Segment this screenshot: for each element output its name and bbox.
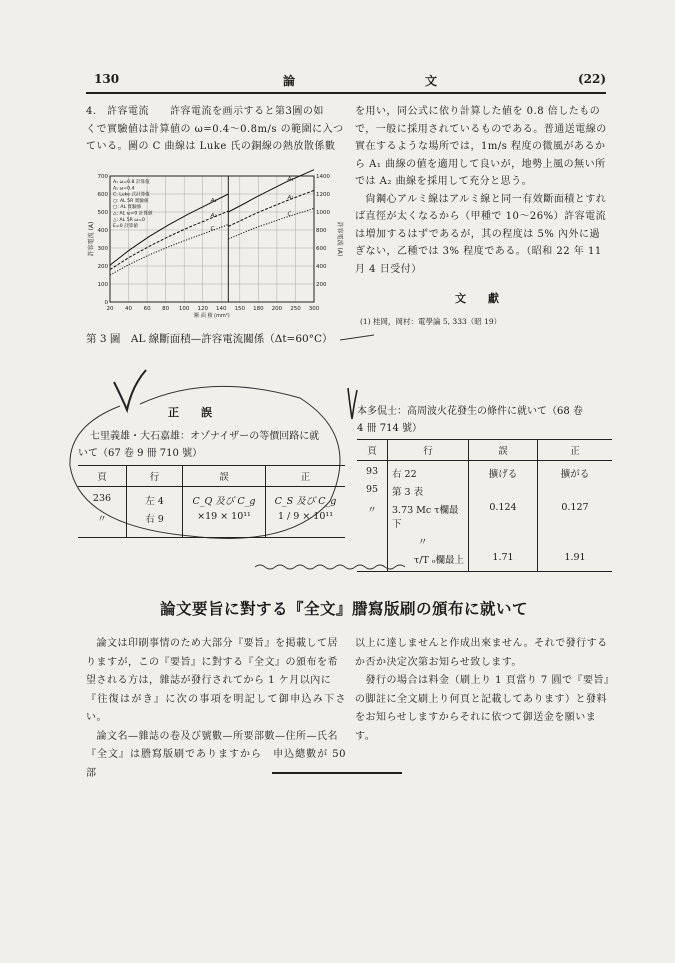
x-tick-label: 140 [216, 306, 227, 312]
curve-label: C [287, 211, 292, 218]
text-line: くで實驗値は計算値の ω=0.4～0.8m/s の範圍に入つ [86, 123, 344, 135]
x-tick-label: 60 [143, 306, 151, 312]
header-rule [86, 92, 606, 94]
references-title: 文 獻 [455, 292, 499, 305]
table-cell: 3.73 Mc τ欄最下 [388, 500, 469, 532]
errata-table-left [78, 465, 345, 538]
table-row [357, 550, 612, 572]
series-line-right-3 [228, 208, 314, 239]
table-cell: 0.127 [538, 500, 613, 532]
table-cell: 第 3 表 [388, 482, 469, 500]
table-row [357, 461, 612, 483]
text-line: 望される方は，雜誌が發行されてから 1 ケ月以內に [86, 675, 332, 686]
curve-label: A₂ [287, 195, 294, 202]
column-header: 頁 [78, 466, 127, 487]
notice-text-right [355, 635, 615, 746]
table-row [357, 482, 612, 500]
table-row [78, 487, 345, 510]
table-cell: 擴げる [469, 461, 538, 483]
legend-entry: C: Luke 式計算值 [113, 192, 150, 198]
y-tick-label-right: 400 [316, 264, 327, 270]
y-tick-label-right: 1000 [316, 210, 330, 216]
table-cell: 右 22 [388, 461, 469, 483]
text-line: を用い，同公式に依り計算した値を 0.8 倍したもの [355, 106, 601, 117]
series-line-right-2 [228, 190, 314, 226]
y-axis-label-right: 許容電流 (A) [336, 221, 343, 257]
y-tick-label-left: 500 [97, 210, 108, 216]
body-text-right [355, 103, 612, 278]
text-line: ぎない，乙種では 3% 程度である。（昭和 22 年 11 [355, 246, 602, 257]
reference-item: (1) 桂岡，岡村：電學論 5, 333（昭 19） [360, 317, 502, 326]
text-line: 實在するような場所では，1m/s 程度の微風があるか [355, 141, 606, 152]
text-line: 『往復はがき』に次の事項を明記して御申込み下さい。 [86, 693, 346, 723]
errata-subtitle: 本多侃士：高周波火花發生の條件に就いて（68 卷 [357, 406, 583, 417]
table-cell: C_S 及び C_g [266, 487, 346, 510]
table-row [357, 532, 612, 550]
text-line: で，一般に採用されているものである。普通送電線の [355, 123, 607, 135]
curve-label: A₁ [287, 176, 294, 183]
x-tick-label: 20 [106, 306, 114, 312]
column-header: 正 [266, 466, 346, 487]
table-cell [538, 482, 613, 500]
text-line: は増加するはずであるが，其の程度は 5% 內外に過 [355, 228, 601, 240]
column-header: 誤 [183, 466, 266, 487]
table-cell [357, 550, 388, 572]
x-tick-label: 180 [253, 306, 264, 312]
errata-table-right [357, 439, 612, 572]
y-tick-label-right: 600 [316, 246, 327, 252]
x-tick-label: 40 [125, 306, 133, 312]
text-line: をお知らせしますからそれに依つて御送金を願いま [355, 712, 597, 723]
x-tick-label: 80 [162, 306, 170, 312]
table-cell [357, 532, 388, 550]
x-tick-label: 300 [308, 306, 320, 312]
y-tick-label-left: 300 [97, 246, 108, 252]
y-tick-label-right: 1400 [316, 174, 330, 180]
text-line: ば直徑が太くなるから（甲種で 10～26%）許容電流 [355, 211, 607, 222]
ink-dash-mark [338, 330, 378, 344]
curve-label: A₂ [210, 213, 217, 220]
y-tick-label-left: 400 [97, 228, 108, 234]
text-line: 發行の場合は料金（刷上り 1 頁當り 7 圓で『要旨』 [355, 675, 615, 686]
body-text-left [86, 103, 344, 156]
errata-subtitle-2: いて（67 卷 9 冊 710 號） [78, 448, 203, 459]
table-cell: 擴がる [538, 461, 613, 483]
legend-entry: A₂ ω=0.4 [113, 186, 135, 192]
legend-entry: □: AL 實驗値 [113, 205, 142, 211]
text-line: 4. 許容電流 許容電流を画示すると第3圖の如 [86, 106, 324, 117]
table-cell: 1.91 [538, 550, 613, 572]
column-header: 誤 [469, 440, 538, 461]
legend-entry: △: AL ω=0 計算値 [113, 211, 153, 217]
column-header: 行 [388, 440, 469, 461]
x-tick-label: 100 [178, 306, 190, 312]
y-tick-label-right: 800 [316, 228, 327, 234]
table-cell: 〃 [97, 514, 107, 525]
table-cell: 1.71 [469, 550, 538, 572]
table-cell: 〃 [367, 505, 377, 516]
text-line: りますが，この『要旨』に對する『全文』の頒布を希 [86, 656, 338, 668]
y-axis-label: 許容電流 (A) [88, 221, 95, 257]
y-tick-label-left: 100 [97, 282, 108, 288]
x-axis-label: 斷 面 積 (mm²) [194, 313, 230, 319]
y-tick-label-left: 700 [97, 174, 108, 180]
curve-label: C [210, 225, 215, 232]
text-line: す。 [355, 730, 376, 742]
table-row [357, 500, 612, 532]
text-line: 『全文』は謄寫版刷でありますから 申込總數が 50 部 [86, 749, 346, 779]
x-tick-label: 250 [290, 306, 301, 312]
column-header: 正 [538, 440, 613, 461]
table-cell: 1 / 9 × 10¹¹ [266, 509, 346, 538]
y-tick-label-right: 200 [316, 282, 327, 288]
y-tick-label-right: 1200 [316, 192, 330, 198]
series-line-left-3 [110, 225, 228, 275]
table-cell: 0.124 [469, 500, 538, 532]
header-title-right: 文 [425, 74, 438, 88]
y-tick-label-left: 600 [97, 192, 108, 198]
notice-title: 論文要旨に對する『全文』謄寫版刷の頒布に就いて [160, 599, 529, 618]
text-line: か否か決定次第お知らせ致します。 [355, 656, 522, 668]
text-line: 以上に達しませんと作成出來ません。それで發行する [355, 638, 608, 649]
text-line: の脚註に全文刷上り何頁と記載してあります）と發料 [355, 693, 607, 705]
table-cell [538, 532, 613, 550]
x-tick-label: 150 [234, 306, 246, 312]
table-cell: ×19 × 10¹¹ [183, 509, 266, 538]
table-cell: 〃 [388, 532, 469, 550]
table-cell: 95 [365, 484, 379, 495]
header-title-left: 論 [283, 74, 296, 88]
notice-text-left [86, 635, 346, 783]
x-tick-label: 120 [197, 306, 208, 312]
table-header-row [78, 466, 345, 487]
table-cell [469, 482, 538, 500]
y-tick-label-left: 0 [104, 300, 108, 306]
legend-entry: ○: AL 5R 實驗値 [113, 198, 149, 204]
legend-entry: A₁ ω=0.8 計算值 [113, 180, 150, 185]
column-header: 頁 [357, 440, 388, 461]
handwritten-check-mark [110, 368, 150, 416]
table-cell: τ/T ₒ欄最上 [388, 550, 469, 572]
text-line: 論文は印刷事情のため大部分『要旨』を掲載して居 [86, 638, 338, 649]
errata-title: 正 誤 [168, 406, 212, 419]
issue-number: (22) [578, 72, 607, 86]
curve-label: A₁ [210, 197, 217, 204]
table-cell: 236 [92, 493, 112, 504]
table-cell: 93 [365, 466, 379, 477]
text-line: 論文名—雜誌の卷及び號數—所要部數—住所—氏名 [86, 730, 338, 742]
x-tick-label: 200 [271, 306, 283, 312]
table-cell: 右 9 [127, 509, 183, 538]
table-row [78, 509, 345, 538]
text-line: では A₂ 曲線を採用して充分と思う。 [355, 176, 533, 187]
errata-subtitle-2: 4 冊 714 號） [357, 423, 422, 434]
text-line: 月 4 日受付） [355, 263, 422, 275]
text-line: 尙鋼心アルミ線はアルミ線と同一有效斷面積とすれ [355, 193, 607, 205]
text-line: ら A₁ 曲線の値を適用して良いが，地勢上風の無い所 [355, 158, 606, 170]
y-tick-label-left: 200 [97, 264, 108, 270]
figure-caption: 第 3 圖 AL 線斷面積—許容電流關係（Δt=60°C） [86, 333, 333, 345]
column-header: 行 [127, 466, 183, 487]
page-number: 130 [94, 72, 120, 86]
table-cell: 左 4 [127, 487, 183, 510]
table-header-row [357, 440, 612, 461]
current-capacity-chart [86, 164, 346, 330]
table-cell [469, 532, 538, 550]
text-line: ている。圖の C 曲線は Luke 氏の銅線の熱放散係數 [86, 141, 336, 152]
errata-subtitle: 七里義雄・大石嘉雄：オゾナイザーの等價回路に就 [90, 431, 320, 442]
bottom-rule [272, 772, 402, 774]
legend-entry: △: AL 5R ω=0 [113, 217, 145, 223]
table-cell: C_Q 及び C_g [183, 487, 266, 510]
legend-entry: E=0 計算値 [113, 224, 138, 230]
